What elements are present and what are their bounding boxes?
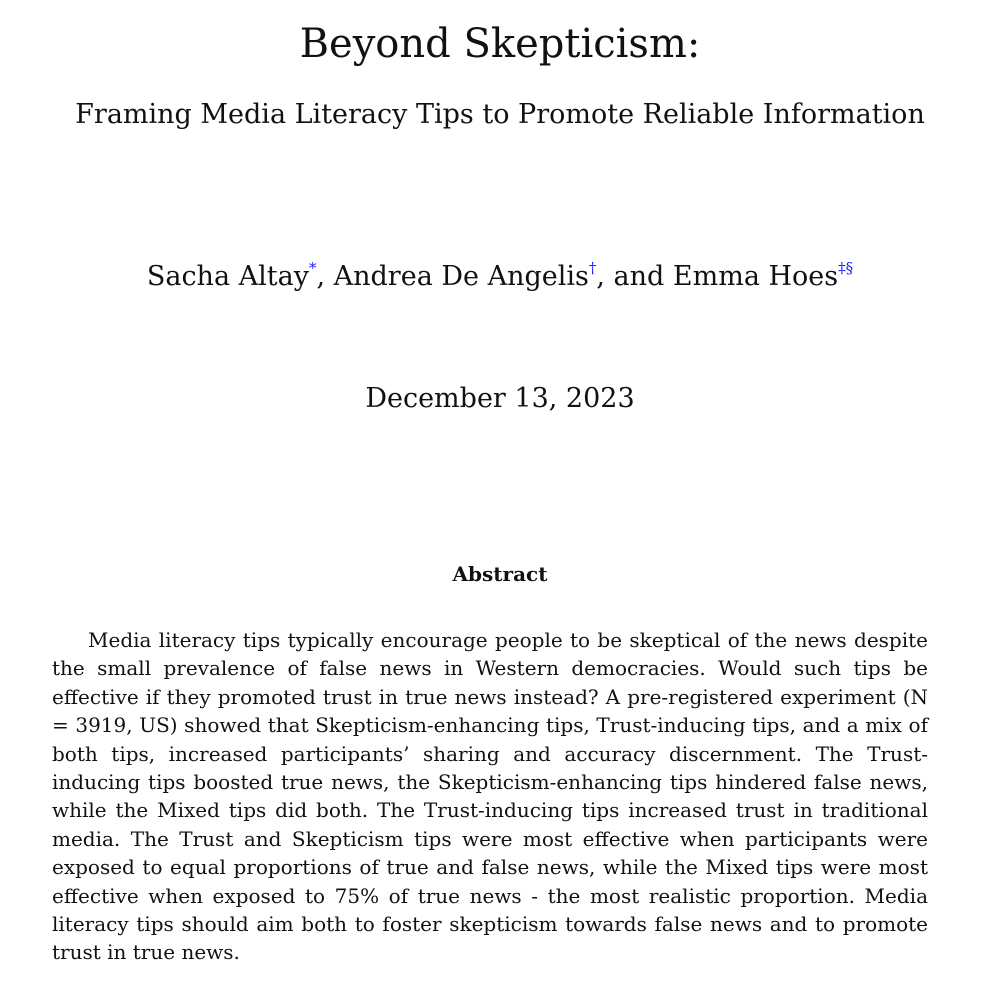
author-footnote-mark[interactable]: * (308, 259, 317, 277)
paper-subtitle: Framing Media Literacy Tips to Promote Reliable Information (75, 99, 925, 130)
publication-date: December 13, 2023 (365, 383, 635, 414)
abstract-heading: Abstract (452, 562, 548, 586)
author-separator: , (316, 261, 334, 292)
author-name: Emma Hoes (672, 261, 839, 292)
author-name: Sacha Altay (146, 261, 309, 292)
author-footnote-mark[interactable]: ‡§ (838, 259, 854, 277)
author-footnote-mark[interactable]: † (588, 259, 597, 277)
author-separator: , and (596, 261, 673, 292)
author-name: Andrea De Angelis (333, 261, 589, 292)
paper-title: Beyond Skepticism: (299, 21, 701, 67)
abstract-text: Media literacy tips typically encourage people to be skeptical of the news despite the small prevalence of false news in Western democracies. Would such tips be effective if they promoted trust in true news instead? A pre-registered experiment (N = 3919, US) showed that Skepticism-enhancing tips, Trust-inducing tips, and a mix of both tips, increased participants’ sharing and accuracy discernment. The Trust-inducing tips boosted true news, the Skepticism-enhancing tips hindered false news, while the Mixed tips did both. The Trust-inducing tips increased trust in traditional media. The Trust and Skepticism tips were most effective when participants were exposed to equal proportions of true and false news, while the Mixed tips were most effective when exposed to 75% of true news - the most realistic proportion. Media literacy tips should aim both to foster skepticism towards false news and to promote trust in true news. (52, 628, 928, 965)
author-list (0, 258, 1000, 296)
